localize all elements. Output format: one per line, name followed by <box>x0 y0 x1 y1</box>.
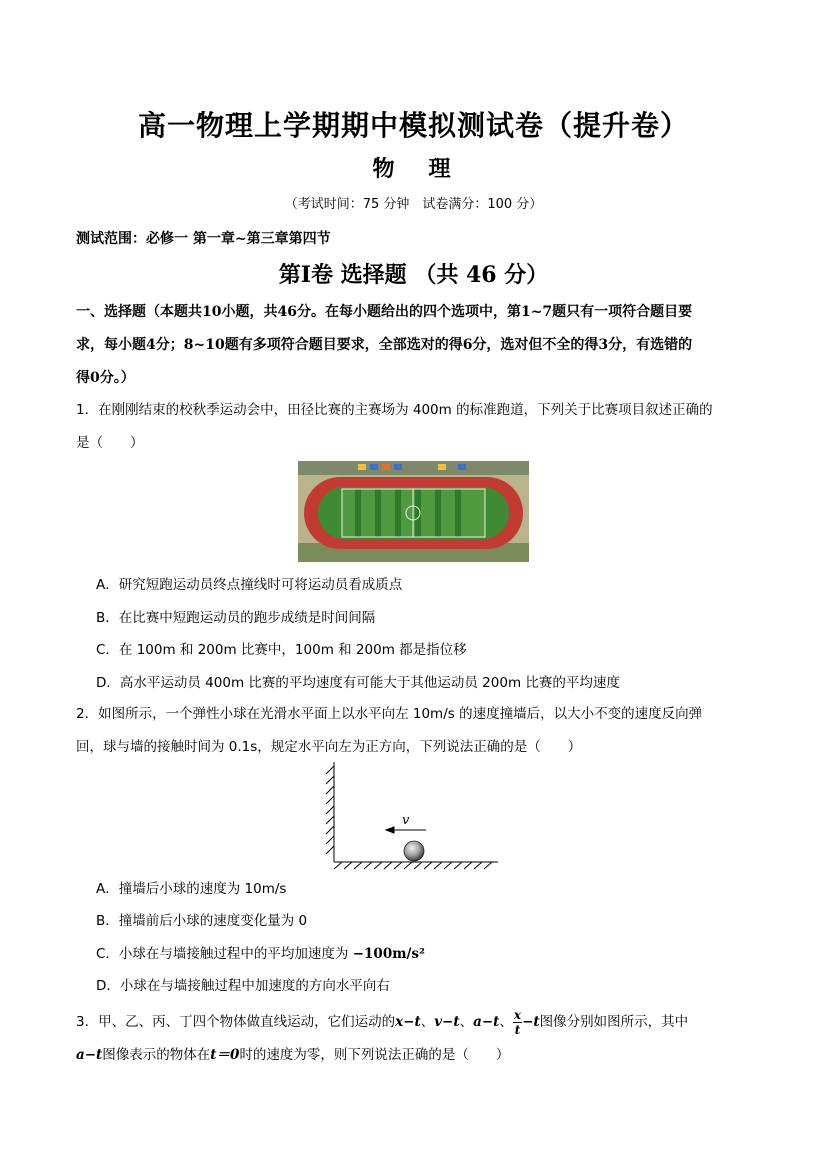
question-line: 2．如图所示，一个弹性小球在光滑水平面上以水平向左 10m/s 的速度撞墙后，以大小不变的速度反向弹 <box>76 706 703 722</box>
test-scope: 测试范围：必修一 第一章~第三章第四节 <box>76 231 331 247</box>
frac-denominator: t <box>514 1022 521 1037</box>
ball <box>404 841 424 861</box>
question-1-stem <box>76 394 756 460</box>
question-text: 图像分别如图所示，其中 <box>539 1014 689 1030</box>
floor <box>334 862 498 869</box>
time-zero: t＝0 <box>210 1047 240 1063</box>
question-text: 时的速度为零，则下列说法正确的是（ ） <box>239 1047 510 1063</box>
question-1-option-a: A．研究短跑运动员终点撞线时可将运动员看成质点 <box>96 577 403 593</box>
exam-info: （考试时间：75 分钟 试卷满分：100 分） <box>284 197 543 212</box>
section-instructions <box>76 296 756 395</box>
ball-wall-diagram <box>322 760 502 870</box>
instructions-line: 得0分。） <box>76 370 135 386</box>
question-line: 是（ ） <box>76 435 144 451</box>
question-2-stem <box>76 698 756 764</box>
graph-xt: x−t <box>395 1014 421 1030</box>
question-1-option-d: D．高水平运动员 400m 比赛的平均速度有可能大于其他运动员 200m 比赛的平均速度 <box>96 675 620 691</box>
stadium-photo <box>298 461 529 562</box>
graph-vt: v−t <box>434 1014 460 1030</box>
graph-at-ref: a−t <box>76 1047 103 1063</box>
question-line <box>76 1039 776 1072</box>
question-2-option-b: B．撞墙前后小球的速度变化量为 0 <box>96 913 308 929</box>
instructions-line: 求，每小题4分；8~10题有多项符合题目要求，全部选对的得6分，选对但不全的得3分，有选错的 <box>76 337 693 353</box>
question-line: 3．甲、乙、丙、丁四个物体做直线运动，它们运动的x−t、v−t、a−t、 $\frac{x}{t}$ −t图像分别如图所示，其中 <box>76 1007 689 1037</box>
question-text: 图像表示的物体在 <box>102 1047 211 1063</box>
option-text: C．小球在与墙接触过程中的平均加速度为 <box>96 946 353 962</box>
graph-at: a−t <box>473 1014 500 1030</box>
question-3-stem <box>76 1006 776 1072</box>
question-2-option-c <box>96 942 425 962</box>
question-2-option-a: A．撞墙后小球的速度为 10m/s <box>96 881 287 897</box>
instructions-line: 一、选择题（本题共10小题，共46分。在每小题给出的四个选项中，第1~7题只有一项符合题目要 <box>76 304 693 320</box>
graph-frac-t: −t <box>522 1014 540 1030</box>
subject-heading: 物理 <box>372 156 485 182</box>
section-title: 第Ⅰ卷 选择题 （共 46 分） <box>278 262 549 288</box>
question-line: 回，球与墙的接触时间为 0.1s，规定水平向左为正方向，下列说法正确的是（ ） <box>76 739 582 755</box>
frac-numerator: x <box>513 1007 522 1022</box>
question-1-option-c: C．在 100m 和 200m 比赛中，100m 和 200m 都是指位移 <box>96 642 467 658</box>
question-2-option-d: D．小球在与墙接触过程中加速度的方向水平向右 <box>96 978 390 994</box>
wall <box>326 762 334 862</box>
acceleration-value: −100m/s² <box>352 946 425 962</box>
question-line: 1．在刚刚结束的校秋季运动会中，田径比赛的主赛场为 400m 的标准跑道，下列关于比赛项目叙述正确的 <box>76 402 713 418</box>
graph-x-over-t <box>513 1008 522 1037</box>
question-1-option-b: B．在比赛中短跑运动员的跑步成绩是时间间隔 <box>96 610 376 626</box>
question-text: 3．甲、乙、丙、丁四个物体做直线运动，它们运动的 <box>76 1014 396 1030</box>
exam-title: 高一物理上学期期中模拟测试卷（提升卷） <box>137 109 689 142</box>
velocity-label: v <box>402 813 410 828</box>
